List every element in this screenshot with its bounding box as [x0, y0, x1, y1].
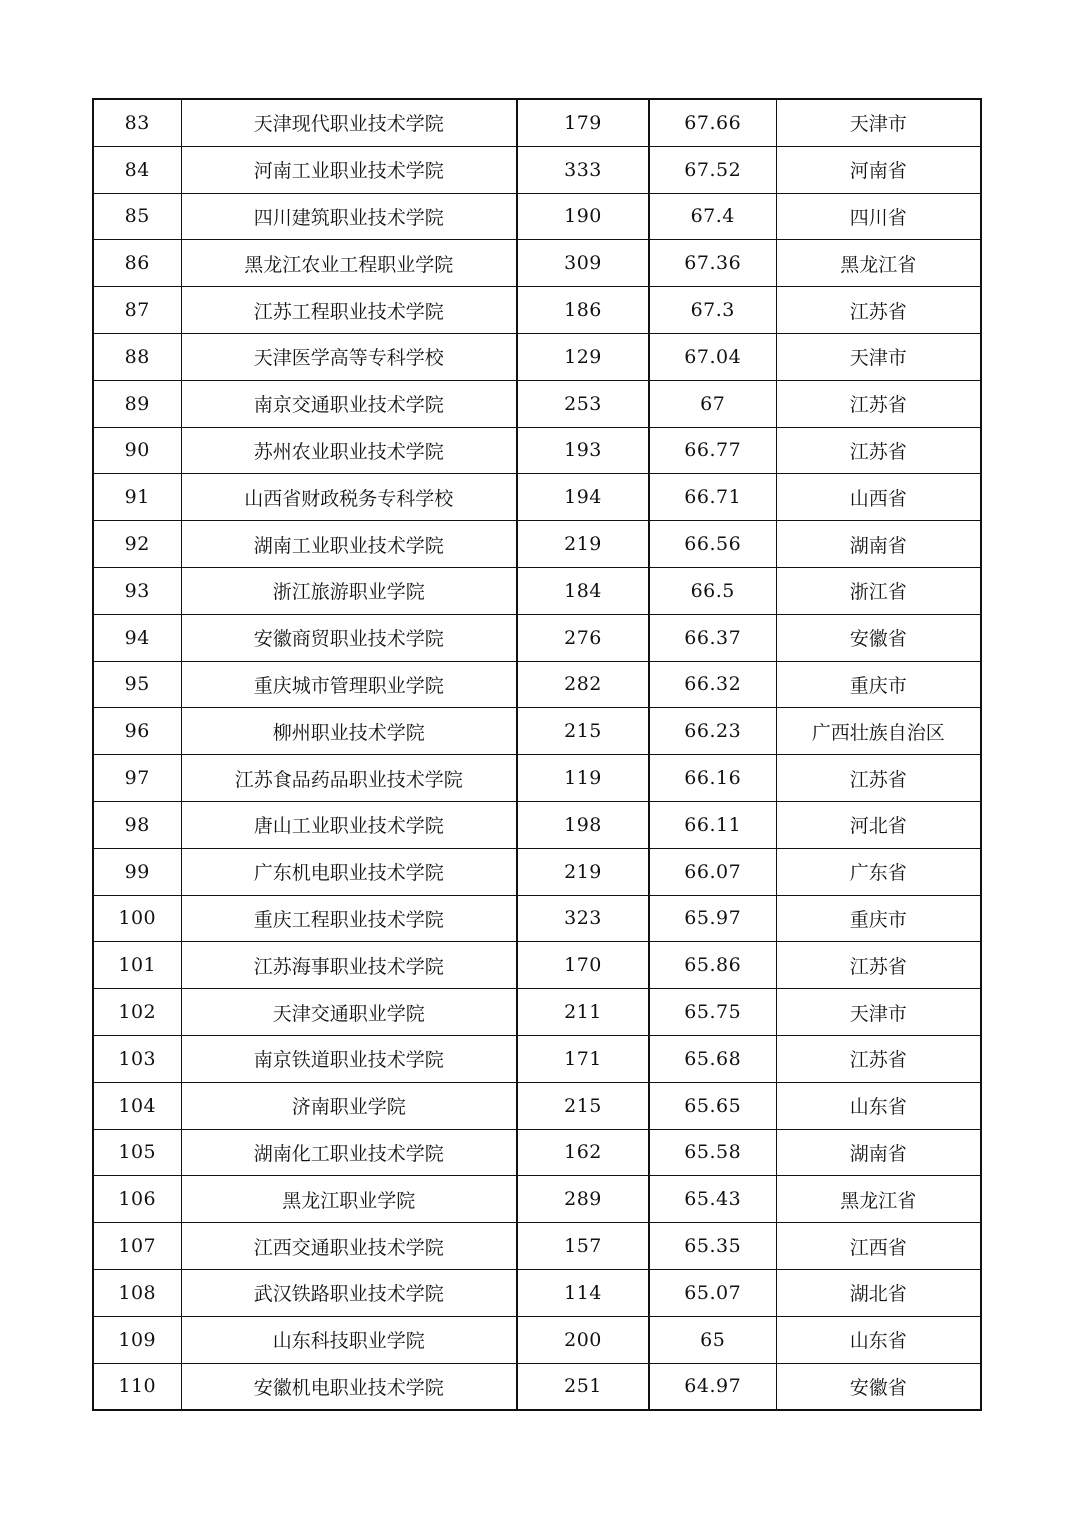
count-cell: 219 — [517, 521, 649, 568]
table-row — [93, 1363, 981, 1410]
region-cell: 广东省 — [776, 848, 981, 895]
count-cell: 129 — [517, 333, 649, 380]
count-cell: 282 — [517, 661, 649, 708]
score-cell: 67.04 — [649, 333, 776, 380]
count-cell: 289 — [517, 1176, 649, 1223]
table-row — [93, 287, 981, 334]
region-cell: 重庆市 — [776, 661, 981, 708]
table-row — [93, 1223, 981, 1270]
school-name-cell: 苏州农业职业技术学院 — [181, 427, 517, 474]
rank-cell: 110 — [93, 1363, 181, 1410]
score-cell: 66.56 — [649, 521, 776, 568]
region-cell: 江苏省 — [776, 380, 981, 427]
region-cell: 江西省 — [776, 1223, 981, 1270]
school-name-cell: 江西交通职业技术学院 — [181, 1223, 517, 1270]
region-cell: 山西省 — [776, 474, 981, 521]
school-name-cell: 济南职业学院 — [181, 1082, 517, 1129]
rank-cell: 84 — [93, 146, 181, 193]
score-cell: 66.23 — [649, 708, 776, 755]
ranking-table — [92, 98, 982, 1411]
school-name-cell: 南京铁道职业技术学院 — [181, 1035, 517, 1082]
count-cell: 323 — [517, 895, 649, 942]
score-cell: 66.77 — [649, 427, 776, 474]
count-cell: 119 — [517, 755, 649, 802]
count-cell: 215 — [517, 708, 649, 755]
score-cell: 66.16 — [649, 755, 776, 802]
rank-cell: 98 — [93, 801, 181, 848]
table-row — [93, 1176, 981, 1223]
count-cell: 170 — [517, 942, 649, 989]
rank-cell: 109 — [93, 1316, 181, 1363]
school-name-cell: 江苏海事职业技术学院 — [181, 942, 517, 989]
region-cell: 河南省 — [776, 146, 981, 193]
school-name-cell: 安徽机电职业技术学院 — [181, 1363, 517, 1410]
rank-cell: 88 — [93, 333, 181, 380]
ranking-table-body — [93, 99, 981, 1410]
region-cell: 山东省 — [776, 1082, 981, 1129]
score-cell: 66.32 — [649, 661, 776, 708]
score-cell: 67.4 — [649, 193, 776, 240]
count-cell: 194 — [517, 474, 649, 521]
table-row — [93, 755, 981, 802]
score-cell: 65.75 — [649, 989, 776, 1036]
count-cell: 179 — [517, 99, 649, 146]
score-cell: 65.35 — [649, 1223, 776, 1270]
school-name-cell: 山东科技职业学院 — [181, 1316, 517, 1363]
region-cell: 山东省 — [776, 1316, 981, 1363]
rank-cell: 97 — [93, 755, 181, 802]
score-cell: 65 — [649, 1316, 776, 1363]
table-row — [93, 801, 981, 848]
count-cell: 215 — [517, 1082, 649, 1129]
rank-cell: 100 — [93, 895, 181, 942]
region-cell: 黑龙江省 — [776, 240, 981, 287]
rank-cell: 108 — [93, 1269, 181, 1316]
school-name-cell: 武汉铁路职业技术学院 — [181, 1269, 517, 1316]
rank-cell: 89 — [93, 380, 181, 427]
table-row — [93, 1035, 981, 1082]
table-row — [93, 240, 981, 287]
score-cell: 66.37 — [649, 614, 776, 661]
rank-cell: 93 — [93, 567, 181, 614]
rank-cell: 107 — [93, 1223, 181, 1270]
count-cell: 198 — [517, 801, 649, 848]
rank-cell: 86 — [93, 240, 181, 287]
count-cell: 186 — [517, 287, 649, 334]
school-name-cell: 重庆工程职业技术学院 — [181, 895, 517, 942]
table-row — [93, 1129, 981, 1176]
score-cell: 65.86 — [649, 942, 776, 989]
region-cell: 安徽省 — [776, 1363, 981, 1410]
region-cell: 天津市 — [776, 989, 981, 1036]
rank-cell: 91 — [93, 474, 181, 521]
count-cell: 190 — [517, 193, 649, 240]
rank-cell: 104 — [93, 1082, 181, 1129]
table-row — [93, 567, 981, 614]
region-cell: 天津市 — [776, 99, 981, 146]
rank-cell: 103 — [93, 1035, 181, 1082]
score-cell: 66.5 — [649, 567, 776, 614]
table-row — [93, 380, 981, 427]
school-name-cell: 山西省财政税务专科学校 — [181, 474, 517, 521]
score-cell: 65.07 — [649, 1269, 776, 1316]
table-row — [93, 427, 981, 474]
rank-cell: 106 — [93, 1176, 181, 1223]
table-row — [93, 1316, 981, 1363]
table-row — [93, 895, 981, 942]
score-cell: 67 — [649, 380, 776, 427]
region-cell: 四川省 — [776, 193, 981, 240]
count-cell: 309 — [517, 240, 649, 287]
school-name-cell: 重庆城市管理职业学院 — [181, 661, 517, 708]
school-name-cell: 河南工业职业技术学院 — [181, 146, 517, 193]
rank-cell: 95 — [93, 661, 181, 708]
school-name-cell: 黑龙江职业学院 — [181, 1176, 517, 1223]
score-cell: 67.36 — [649, 240, 776, 287]
region-cell: 江苏省 — [776, 287, 981, 334]
table-row — [93, 99, 981, 146]
school-name-cell: 广东机电职业技术学院 — [181, 848, 517, 895]
region-cell: 湖南省 — [776, 521, 981, 568]
rank-cell: 92 — [93, 521, 181, 568]
region-cell: 江苏省 — [776, 942, 981, 989]
score-cell: 64.97 — [649, 1363, 776, 1410]
count-cell: 333 — [517, 146, 649, 193]
table-row — [93, 942, 981, 989]
school-name-cell: 柳州职业技术学院 — [181, 708, 517, 755]
count-cell: 193 — [517, 427, 649, 474]
table-row — [93, 521, 981, 568]
school-name-cell: 江苏食品药品职业技术学院 — [181, 755, 517, 802]
table-row — [93, 333, 981, 380]
table-row — [93, 1269, 981, 1316]
rank-cell: 83 — [93, 99, 181, 146]
score-cell: 67.66 — [649, 99, 776, 146]
rank-cell: 90 — [93, 427, 181, 474]
score-cell: 65.68 — [649, 1035, 776, 1082]
region-cell: 江苏省 — [776, 755, 981, 802]
region-cell: 安徽省 — [776, 614, 981, 661]
rank-cell: 94 — [93, 614, 181, 661]
school-name-cell: 天津交通职业学院 — [181, 989, 517, 1036]
count-cell: 219 — [517, 848, 649, 895]
score-cell: 65.65 — [649, 1082, 776, 1129]
region-cell: 湖北省 — [776, 1269, 981, 1316]
score-cell: 65.43 — [649, 1176, 776, 1223]
score-cell: 66.11 — [649, 801, 776, 848]
school-name-cell: 黑龙江农业工程职业学院 — [181, 240, 517, 287]
count-cell: 211 — [517, 989, 649, 1036]
school-name-cell: 四川建筑职业技术学院 — [181, 193, 517, 240]
score-cell: 66.07 — [649, 848, 776, 895]
rank-cell: 102 — [93, 989, 181, 1036]
table-row — [93, 1082, 981, 1129]
rank-cell: 99 — [93, 848, 181, 895]
score-cell: 67.3 — [649, 287, 776, 334]
region-cell: 江苏省 — [776, 427, 981, 474]
table-row — [93, 848, 981, 895]
region-cell: 河北省 — [776, 801, 981, 848]
region-cell: 湖南省 — [776, 1129, 981, 1176]
count-cell: 253 — [517, 380, 649, 427]
school-name-cell: 安徽商贸职业技术学院 — [181, 614, 517, 661]
count-cell: 184 — [517, 567, 649, 614]
score-cell: 65.97 — [649, 895, 776, 942]
school-name-cell: 湖南化工职业技术学院 — [181, 1129, 517, 1176]
school-name-cell: 天津现代职业技术学院 — [181, 99, 517, 146]
rank-cell: 96 — [93, 708, 181, 755]
school-name-cell: 天津医学高等专科学校 — [181, 333, 517, 380]
count-cell: 114 — [517, 1269, 649, 1316]
school-name-cell: 唐山工业职业技术学院 — [181, 801, 517, 848]
rank-cell: 101 — [93, 942, 181, 989]
school-name-cell: 南京交通职业技术学院 — [181, 380, 517, 427]
region-cell: 浙江省 — [776, 567, 981, 614]
rank-cell: 105 — [93, 1129, 181, 1176]
table-row — [93, 708, 981, 755]
score-cell: 65.58 — [649, 1129, 776, 1176]
count-cell: 276 — [517, 614, 649, 661]
region-cell: 重庆市 — [776, 895, 981, 942]
region-cell: 黑龙江省 — [776, 1176, 981, 1223]
table-row — [93, 146, 981, 193]
school-name-cell: 江苏工程职业技术学院 — [181, 287, 517, 334]
school-name-cell: 湖南工业职业技术学院 — [181, 521, 517, 568]
count-cell: 162 — [517, 1129, 649, 1176]
region-cell: 天津市 — [776, 333, 981, 380]
count-cell: 157 — [517, 1223, 649, 1270]
score-cell: 66.71 — [649, 474, 776, 521]
count-cell: 171 — [517, 1035, 649, 1082]
region-cell: 广西壮族自治区 — [776, 708, 981, 755]
table-row — [93, 661, 981, 708]
score-cell: 67.52 — [649, 146, 776, 193]
table-row — [93, 614, 981, 661]
table-row — [93, 989, 981, 1036]
count-cell: 200 — [517, 1316, 649, 1363]
school-name-cell: 浙江旅游职业学院 — [181, 567, 517, 614]
rank-cell: 87 — [93, 287, 181, 334]
region-cell: 江苏省 — [776, 1035, 981, 1082]
rank-cell: 85 — [93, 193, 181, 240]
table-row — [93, 193, 981, 240]
table-row — [93, 474, 981, 521]
count-cell: 251 — [517, 1363, 649, 1410]
